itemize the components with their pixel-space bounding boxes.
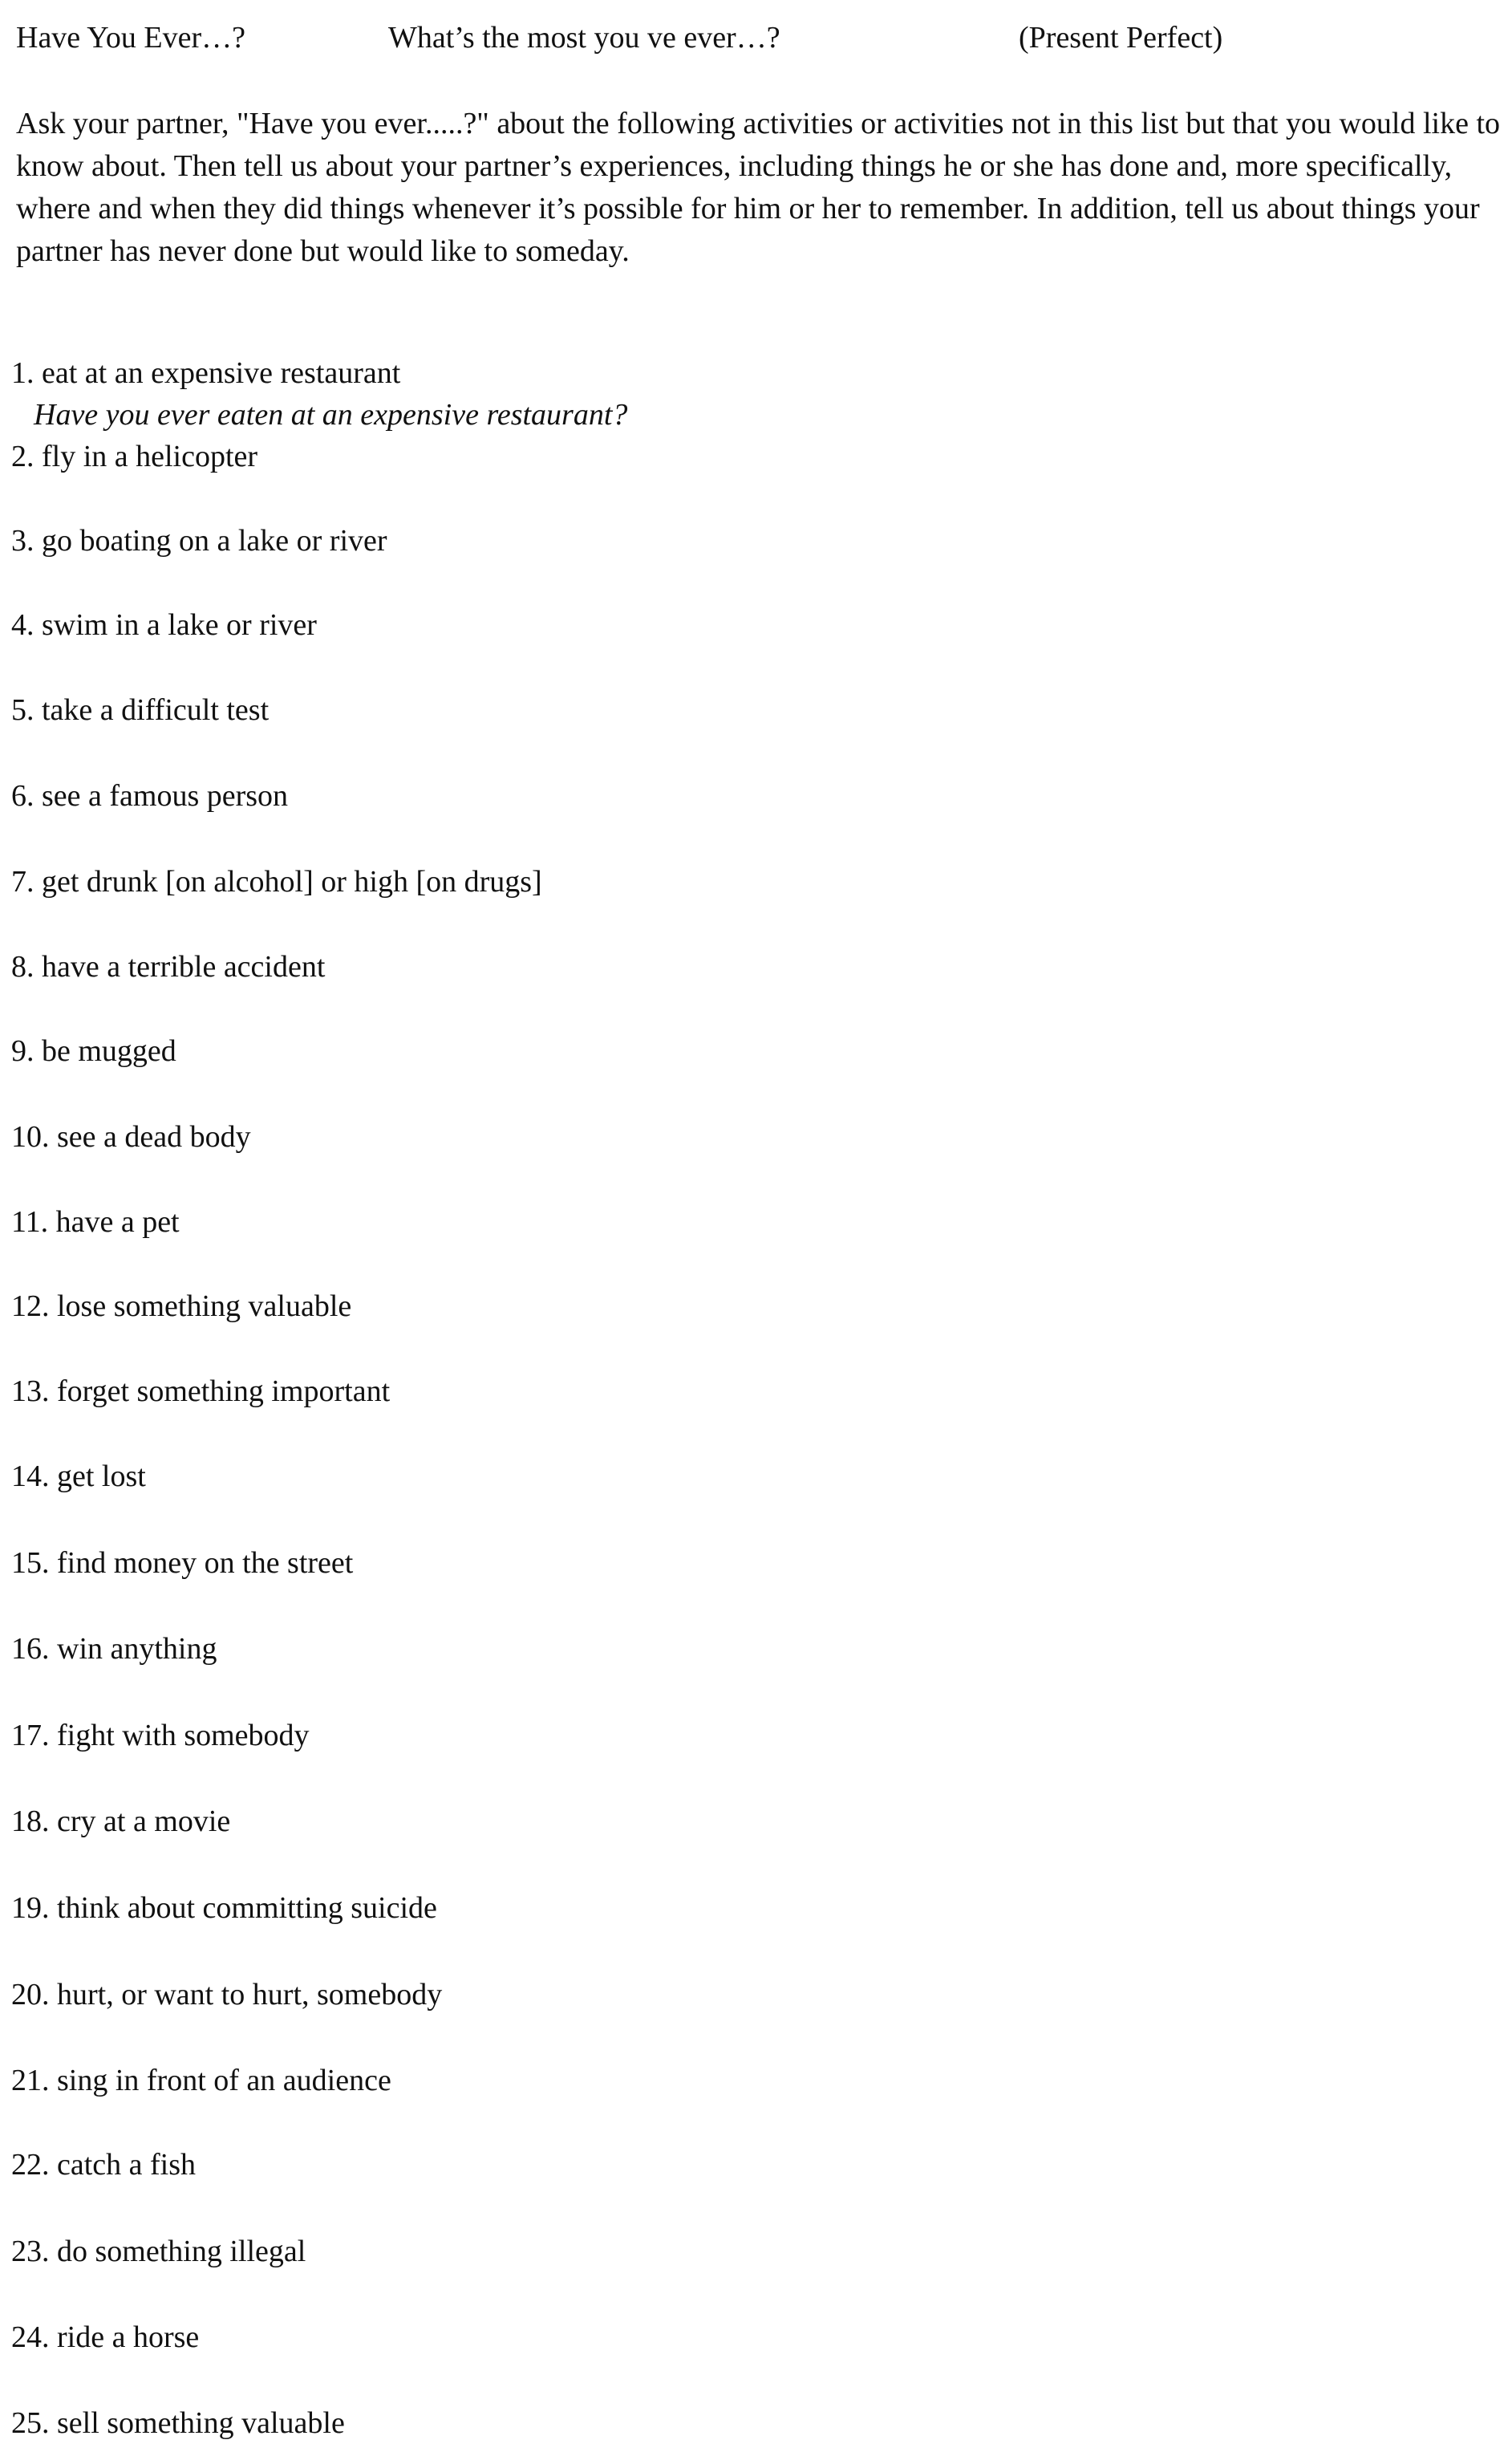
grammar-topic: (Present Perfect)	[1019, 21, 1223, 55]
list-item-5: 5. take a difficult test	[11, 693, 270, 727]
list-item-16: 16. win anything	[11, 1632, 217, 1666]
list-item-25: 25. sell something valuable	[11, 2406, 345, 2440]
list-item-15: 15. find money on the street	[11, 1546, 354, 1580]
list-item-3: 3. go boating on a lake or river	[11, 524, 387, 558]
list-item-13: 13. forget something important	[11, 1374, 391, 1408]
list-item-6: 6. see a famous person	[11, 779, 289, 813]
list-item-14: 14. get lost	[11, 1459, 146, 1493]
list-item-12: 12. lose something valuable	[11, 1289, 352, 1323]
example-question: Have you ever eaten at an expensive restaurant?	[34, 398, 628, 432]
list-item-24: 24. ride a horse	[11, 2320, 200, 2354]
list-item-8: 8. have a terrible accident	[11, 950, 326, 984]
list-item-2: 2. fly in a helicopter	[11, 440, 258, 473]
instructions-paragraph: Ask your partner, "Have you ever.....?" about the following activities or activities not in this list but that you would like to know about. Then tell us about your partner’s experiences, including things he or she has done and, more specifically, where and when they did things whenever it’s possible for him or her to remember. In addition, tell us about things your partner has never done but would like to someday.	[16, 107, 1500, 268]
list-item-23: 23. do something illegal	[11, 2235, 306, 2268]
list-item-17: 17. fight with somebody	[11, 1719, 310, 1752]
list-item-19: 19. think about committing suicide	[11, 1891, 437, 1925]
worksheet-header	[16, 18, 1508, 66]
list-item-9: 9. be mugged	[11, 1034, 176, 1068]
list-item-11: 11. have a pet	[11, 1205, 180, 1239]
list-item-10: 10. see a dead body	[11, 1120, 251, 1154]
worksheet-title: Have You Ever…?	[16, 21, 246, 55]
worksheet-subtitle: What’s the most you ve ever…?	[388, 21, 780, 55]
list-item-1: 1. eat at an expensive restaurant	[11, 356, 401, 390]
list-item-21: 21. sing in front of an audience	[11, 2064, 391, 2097]
list-item-18: 18. cry at a movie	[11, 1804, 231, 1838]
list-item-20: 20. hurt, or want to hurt, somebody	[11, 1978, 443, 2011]
list-item-4: 4. swim in a lake or river	[11, 608, 317, 642]
list-item-7: 7. get drunk [on alcohol] or high [on drugs]	[11, 865, 542, 899]
list-item-22: 22. catch a fish	[11, 2148, 197, 2182]
